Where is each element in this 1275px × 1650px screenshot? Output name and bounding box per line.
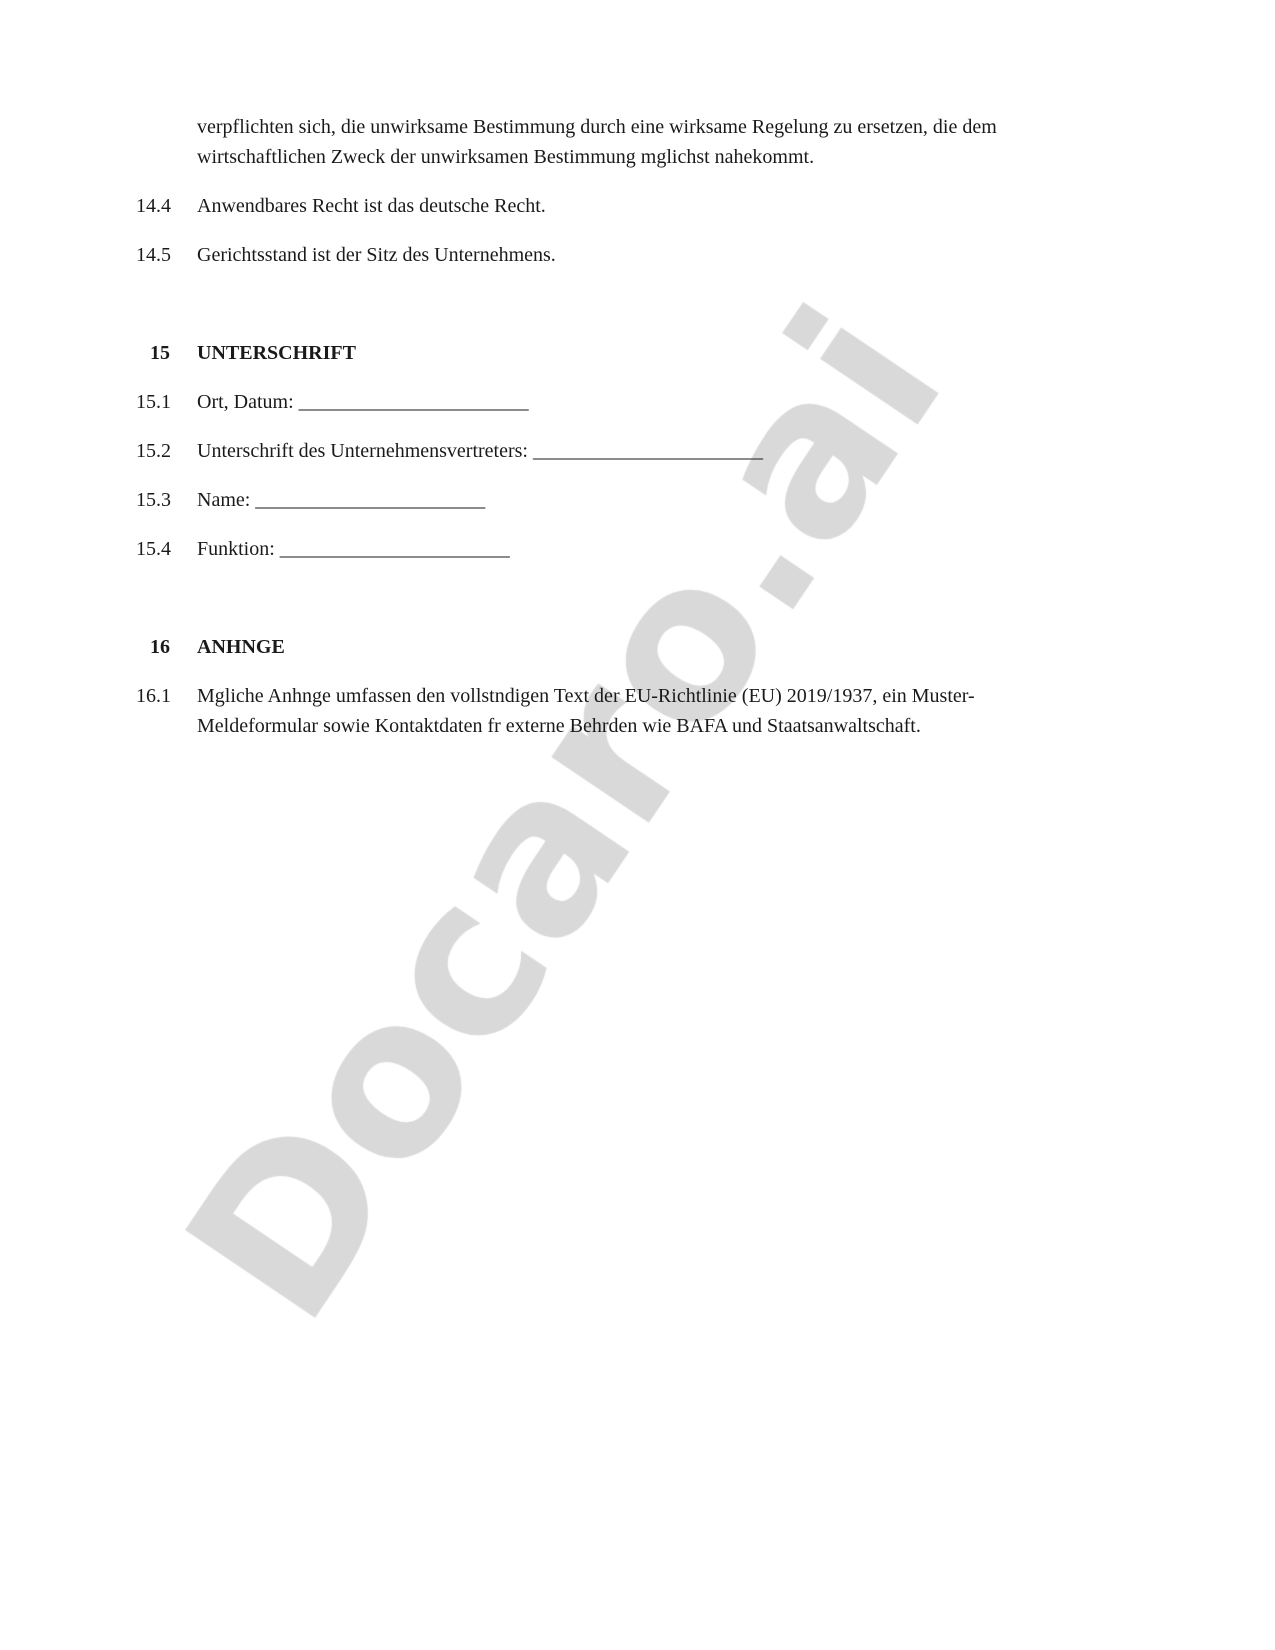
document-page xyxy=(0,112,1275,741)
clause-number: 15.4 xyxy=(136,538,171,560)
clause-number: 14.5 xyxy=(136,244,171,266)
paragraph-continuation-row xyxy=(0,112,1275,172)
clause-row xyxy=(0,485,1275,515)
section-heading-row xyxy=(0,338,1275,368)
clause-number: 15.1 xyxy=(136,391,171,413)
clause-number-empty xyxy=(0,112,197,172)
clause-row xyxy=(0,240,1275,270)
signature-field-function: Funktion: _______________________ xyxy=(197,538,510,560)
section-number: 16 xyxy=(150,636,170,658)
clause-number: 15.2 xyxy=(136,440,171,462)
clause-text: Gerichtsstand ist der Sitz des Unternehmens. xyxy=(197,244,556,266)
clause-row xyxy=(0,681,1275,741)
clause-text: Anwendbares Recht ist das deutsche Recht. xyxy=(197,195,546,217)
section-heading-row xyxy=(0,632,1275,662)
clause-number: 16.1 xyxy=(136,685,171,707)
clause-row xyxy=(0,534,1275,564)
clause-text: Mgliche Anhnge umfassen den vollstndigen Text der EU-Richtlinie (EU) 2019/1937, ein Muster-Meldeformular sowie Kontaktdaten fr externe Behrden wie BAFA und Staatsanwaltschaft. xyxy=(197,685,975,737)
signature-field-representative: Unterschrift des Unternehmensvertreters: _______________________ xyxy=(197,440,763,462)
signature-field-place-date: Ort, Datum: _______________________ xyxy=(197,391,529,413)
section-heading: UNTERSCHRIFT xyxy=(197,342,356,364)
paragraph-continuation: verpflichten sich, die unwirksame Bestimmung durch eine wirksame Regelung zu ersetzen, die dem wirtschaftlichen Zweck der unwirksamen Bestimmung mglichst nahekommt. xyxy=(197,116,997,168)
clause-number: 14.4 xyxy=(136,195,171,217)
signature-field-name: Name: _______________________ xyxy=(197,489,486,511)
clause-row xyxy=(0,436,1275,466)
section-heading: ANHNGE xyxy=(197,636,285,658)
clause-row xyxy=(0,387,1275,417)
section-number: 15 xyxy=(150,342,170,364)
clause-number: 15.3 xyxy=(136,489,171,511)
clause-row xyxy=(0,191,1275,221)
